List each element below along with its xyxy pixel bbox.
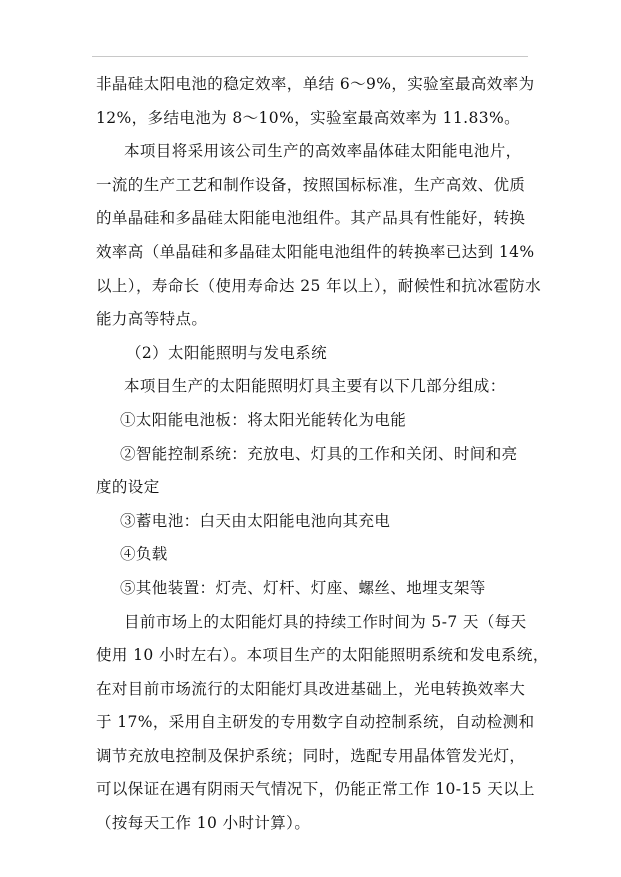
text-line: 于 17%，采用自主研发的专用数字自动控制系统，自动检测和	[96, 713, 535, 732]
text-line: 一流的生产工艺和制作设备，按照国标标准，生产高效、优质	[96, 175, 526, 194]
text-line: 以上），寿命长（使用寿命达 25 年以上），耐候性和抗冰雹防水	[96, 276, 541, 295]
text-line: 调节充放电控制及保护系统；同时，选配专用晶体管发光灯，	[96, 746, 526, 765]
section-heading: （2）太阳能照明与发电系统	[126, 343, 328, 362]
text-line: 非晶硅太阳电池的稳定效率，单结 6～9%，实验室最高效率为	[96, 75, 535, 93]
text-line: 本项目将采用该公司生产的高效率晶体硅太阳能电池片，	[124, 142, 522, 161]
text-line: 本项目生产的太阳能照明灯具主要有以下几部分组成：	[124, 377, 506, 396]
text-line: （按每天工作 10 小时计算）。	[96, 814, 311, 833]
text-line: 12%，多结电池为 8～10%，实验室最高效率为 11.83%。	[96, 108, 521, 127]
list-item: ①太阳能电池板：将太阳光能转化为电能	[120, 410, 407, 429]
text-line: 的单晶硅和多晶硅太阳能电池组件。其产品具有性能好，转换	[96, 209, 526, 228]
text-line: 目前市场上的太阳能灯具的持续工作时间为 5-7 天（每天	[124, 612, 527, 631]
list-item: ④负载	[120, 545, 168, 564]
text-line: 使用 10 小时左右）。本项目生产的太阳能照明系统和发电系统，	[96, 646, 549, 665]
text-line: 效率高（单晶硅和多晶硅太阳能电池组件的转换率已达到 14%	[96, 242, 535, 261]
text-line: 度的设定	[96, 478, 160, 497]
header-rule	[92, 56, 528, 57]
text-line: 能力高等特点。	[96, 310, 208, 329]
text-line: 可以保证在遇有阴雨天气情况下，仍能正常工作 10-15 天以上	[96, 780, 535, 799]
document-body	[96, 68, 549, 841]
text-line: 在对目前市场流行的太阳能灯具改进基础上，光电转换效率大	[96, 679, 526, 698]
list-item: ⑤其他装置：灯壳、灯杆、灯座、螺丝、地埋支架等	[120, 578, 486, 597]
list-item: ②智能控制系统：充放电、灯具的工作和关闭、时间和亮	[120, 444, 518, 463]
list-item: ③蓄电池：白天由太阳能电池向其充电	[120, 511, 391, 530]
